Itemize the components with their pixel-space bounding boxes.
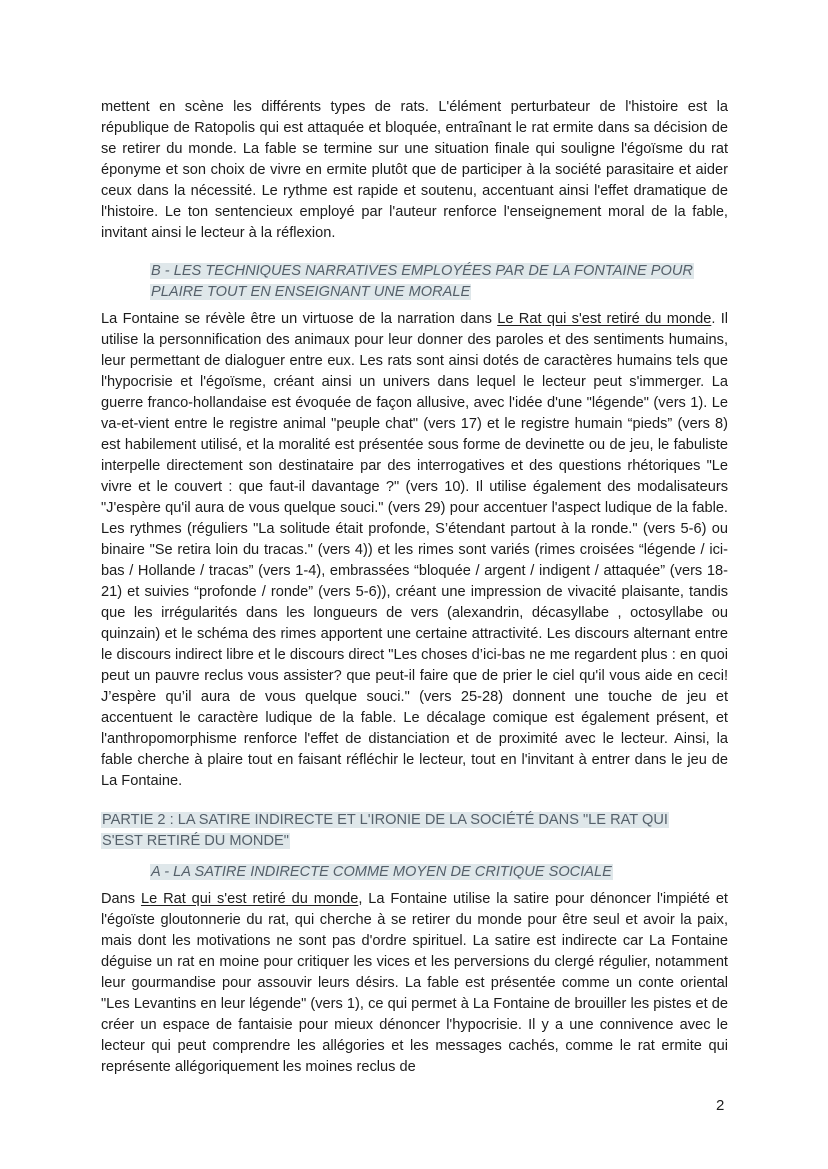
section-heading-b — [150, 261, 728, 303]
section-heading-a — [150, 862, 728, 883]
page-number: 2 — [716, 1097, 725, 1114]
paragraph-2-text: . Il utilise la personnification des animaux pour leur donner des paroles et des sentiments humains, leur permettant de dialoguer entre eux. Les rats sont ainsi dotés de caractères humains tels que l'hypocrisie et l'égoïsme, créant ainsi un univers dans lequel le lecteur peut s'immerger. La guerre franco-hollandaise est évoquée de façon allusive, avec l'idée d'une "légende" (vers 1). Le va-et-vient entre le registre animal "peuple chat" (vers 17) et le registre humain “pieds” (vers 8) est habilement utilisé, et la moralité est présentée sous forme de devinette ou de jeu, le fabuliste interpelle directement son destinataire par des interrogatives et des questions rhétoriques "Le vivre et le couvert : que faut-il davantage ?" (vers 10). Il utilise également des modalisateurs "J'espère qu'il aura de vous quelque souci." (vers 29) pour accentuer l'aspect ludique de la fable. Les rythmes (réguliers "La solitude était profonde, S’étendant partout à la ronde." (vers 5-6) ou binaire "Se retira loin du tracas." (vers 4)) et les rimes sont variés (rimes croisées “légende / ici-bas / Hollande / tracas” (vers 1-4), embrassées “bloquée / argent / indigent / attaquée” (vers 18-21) et suivies “profonde / ronde” (vers 5-6)), créant une impression de vivacité plaisante, tandis que les irrégularités dans les longueurs de vers (alexandrin, décasyllabe , octosyllabe ou quinzain) et le schéma des rimes apportent une certaine attractivité. Les discours alternant entre le discours indirect libre et le discours direct "Les choses d’ici-bas ne me regardent plus : en quoi peut un pauvre reclus vous assister? que peut-il faire que de prier le ciel qu'il vous aide en ceci! J’espère qu’il aura de vous quelque souci." (vers 25-28) donnent une touche de jeu et accentuent le caractère ludique de la fable. Le décalage comique est également présent, et l'anthropomorphisme renforce l'effet de distanciation et de proximité avec le lecteur. Ainsi, la fable cherche à plaire tout en faisant réfléchir le lecteur, tout en l'invitant à entrer dans le jeu de La Fontaine. — [101, 311, 729, 789]
paragraph-3-text: , La Fontaine utilise la satire pour dénoncer l'impiété et l'égoïste gloutonnerie du rat, qui cherche à se retirer du monde pour être seul et avoir la paix, mais dont les motivations ne sont pas d'ordre spirituel. La satire est indirecte car La Fontaine déguise un rat en moine pour critiquer les vices et les perversions du clergé régulier, notamment leur gourmandise pour assouvir leurs désirs. La fable est présentée comme un conte oriental "Les Levantins en leur légende" (vers 1), ce qui permet à La Fontaine de brouiller les pistes et de créer un espace de fantaisie pour mieux dénoncer l'hypocrisie. Il y a une connivence avec le lecteur qui peut comprendre les allégories et les messages cachés, comme le rat ermite qui représente allégoriquement les moines reclus de — [101, 891, 728, 1075]
page-content — [101, 97, 728, 1078]
section-heading-a-text: A - LA SATIRE INDIRECTE COMME MOYEN DE CRITIQUE SOCIALE — [151, 864, 612, 880]
paragraph-3 — [101, 889, 728, 1078]
fable-title-reference: Le Rat qui s'est retiré du monde — [497, 311, 712, 327]
paragraph-3-lead: Dans — [101, 891, 141, 907]
paragraph-2 — [101, 309, 728, 792]
section-heading-b-text: B - LES TECHNIQUES NARRATIVES EMPLOYÉES PAR DE LA FONTAINE POUR PLAIRE TOUT EN ENSEIGNANT UNE MORALE — [151, 263, 693, 300]
part-heading-2-text: PARTIE 2 : LA SATIRE INDIRECTE ET L'IRONIE DE LA SOCIÉTÉ DANS "LE RAT QUI S'EST RETIRÉ DU MONDE" — [102, 812, 668, 849]
part-heading-2 — [101, 810, 711, 852]
fable-title-reference: Le Rat qui s'est retiré du monde — [140, 891, 359, 907]
paragraph-1: mettent en scène les différents types de rats. L'élément perturbateur de l'histoire est la république de Ratopolis qui est attaquée et bloquée, entraînant le rat ermite dans sa décision de se retirer du monde. La fable se termine sur une situation finale qui souligne l'égoïsme du rat éponyme et son choix de vivre en ermite plutôt que de participer à la société parasitaire et aider ceux dans la nécessité. Le rythme est rapide et soutenu, accentuant ainsi l'effet dramatique de l'histoire. Le ton sentencieux employé par l'auteur renforce l'enseignement moral de la fable, invitant ainsi le lecteur à la réflexion. — [101, 99, 728, 241]
paragraph-2-lead: La Fontaine se révèle être un virtuose de la narration dans — [101, 311, 498, 327]
